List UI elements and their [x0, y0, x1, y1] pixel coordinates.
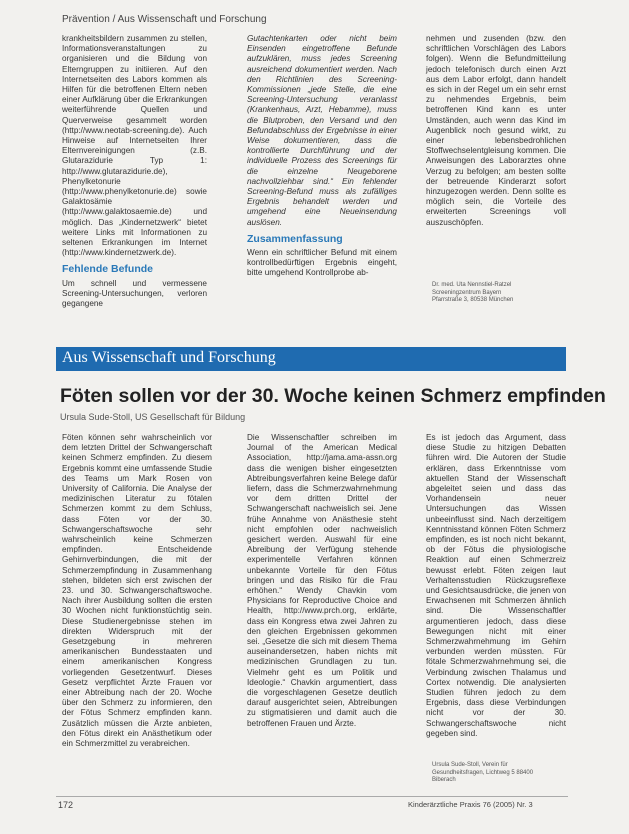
- paragraph: krankheitsbildern zusammen zu stellen, Informationsveranstaltungen zu organisieren und die Bildung von Elterngruppen zu initiieren. Auf den Internetseiten des Labors kommen als Hilfen für die betroffenen Eltern neben einer Aufklärung über die Erkrankungen weiterführende Quellen und Querverweise gesammelt worden (http://www.neotab-screening.de). Auch Hinweise auf Internetseiten Ihrer Elternvereinigungen (z.B. Glutarazidurie Typ 1: http://www.glutarazidurie.de), Phenylketonurie (http://www.phenylketonurie.de) sowie Galaktosämie (http://www.galaktosaemie.de) und möglich. Das „Kindernetzwerk“ bietet weitere Links mit Informationen zu seltenen Erkrankungen im Internet (http://www.kindernetzwerk.de).: [62, 34, 207, 258]
- paragraph: Gutachtenkarten oder nicht beim Einsenden eingetroffene Befunde aufzuklären, muss jedes Screening ausreichend dokumentiert werden. Nach den Richtlinien des Screening-Kommissionen „jede Stelle, die eine Screening-Untersuchung veranlasst (Krankenhaus, Arzt, Hebamme), muss die Blutproben, den Versand und den Befundabschluss der Ergebnisse in einer Weise dokumentieren, dass die kontrollierte Durchführung und der individuelle Prozess des Screenings für die einzelne Neugeborene nachvollziehbar sind.“ Ein fehlender Screening-Befund muss als zufälliges Ergebnis behandelt werden und umgehend eine Neueinsendung auslösen.: [247, 34, 397, 227]
- subhead-fehlende-befunde: Fehlende Befunde: [62, 263, 154, 276]
- page-number: 172: [58, 800, 74, 810]
- top-middle-column: [247, 34, 397, 283]
- running-head: Prävention / Aus Wissenschaft und Forschung: [62, 14, 267, 25]
- body-column-2: [247, 433, 397, 733]
- body-column-3: [426, 433, 566, 743]
- subhead-zusammenfassung: Zusammenfassung: [247, 232, 343, 245]
- paragraph: Wenn ein schriftlicher Befund mit einem kontrollbedürftigen Ergebnis eingeht, bitte umgehend Kontrollprobe ab-: [247, 248, 397, 278]
- paragraph: nehmen und zusenden (bzw. den schriftlichen Vorschlägen des Labors folgen). Wenn die Befundmitteilung jedoch telefonisch durch einen Arzt aus dem Labor erfolgt, dann handelt es sich in der Regel um ein sehr ernst zu nehmendes Ergebnis, beim betroffenen Kind kann es unter Umständen, auch wenn das Kind im Augenblick noch gesund wirkt, zu einer lebensbedrohlichen Stoffwechselentgleisung kommen. Die Anweisungen des Laborarztes ohne Verzug zu befolgen; am besten sollte der betreuende Kinderarzt sofort hinzugezogen werden. Denn sollte es möglich sein, die Vorteile des erweiterten Screenings voll auszuschöpfen.: [426, 34, 566, 227]
- author-signature: Ursula Sude-Stoll, Verein für Gesundheitsfragen, Lichtweg 5 88400 Biberach: [432, 762, 534, 783]
- paragraph: Föten können sehr wahrscheinlich vor dem letzten Drittel der Schwangerschaft keinen Schmerz empfinden. Zu diesem Ergebnis kommt eine umfassende Studie des Teams um Mark Rosen von University of California. Die Analyse der medizinischen Literatur zu fötalen Schmerzen kommt zu dem Schluss, dass Föten vor der 30. Schwangerschaftswoche sehr wahrscheinlich keine Schmerzen empfinden. Entscheidende Gehirnverbindungen, die mit der Schmerzempfindung in Zusammenhang stehen, bildeten sich erst zwischen der 23. und 30. Schwangerschaftswoche. Nach ihrer Ausbildung sollten die ersten 30 Wochen nicht funktionstüchtig sein. Diese Studienergebnisse stehen im direkten Widerspruch mit der Gesetzgebung in mehreren amerikanischen Bundesstaaten und einem amerikanischen Kongress vorliegenden Gesetzentwurf. Dieses Gesetz verpflichtet Ärzte Frauen vor einer Abtreibung nach der 20. Woche über den Schmerz zu informieren, den der Fötus Schmerz empfinden kann. Zusätzlich müssen die Ärzte anbieten, den Fötus direkt ein Anästhetikum oder ein Schmerzmittel zu verabreichen.: [62, 433, 212, 749]
- article-headline: Föten sollen vor der 30. Woche keinen Schmerz empfinden: [60, 385, 606, 407]
- section-banner: [56, 347, 566, 371]
- paragraph: Die Wissenschaftler schreiben im Journal of the American Medical Association, http://jama.ama-assn.org dass die wenigen bisher eingesetzten Abtreibungsverfahren keine Belege dafür liefern, dass die Schmerzwahrnehmung vor dem dritten Drittel der Schwangerschaft nachweislich sei. Jene frühe Annahme von Anästhesie steht nicht empfohlen oder nachweislich gesichert werden. Auswahl für eine Abreibung der Verfügung stehende experimentelle Verfahren können unbekannte Vorteile für den Fötus bringen und das Risiko für die Frau erhöhen.“ Wendy Chavkin vom Physicians for Reproductive Choice and Health, http://www.prch.org, erklärte, dass ein Kongress etwa zwei Jahren zu den gleichen Ergebnissen gekommen sei. „Gesetze die sich mit diesem Thema auseinandersetzen, haben nichts mit medizinischen Grundlagen zu tun. Vielmehr geht es um Politik und Ideologie.“ Chavkin argumentiert, dass die vorgeschlagenen Gesetze deutlich darauf ausgerichtet seien, Abtreibungen zu stigmatisieren und damit auch die betroffenen Frauen und Ärzte.: [247, 433, 397, 728]
- top-left-column: [62, 34, 207, 313]
- article-byline: Ursula Sude-Stoll, US Gesellschaft für Bildung: [60, 412, 246, 422]
- body-column-1: [62, 433, 212, 753]
- paragraph: Um schnell und vermessene Screening-Untersuchungen, verloren gegangene: [62, 278, 207, 309]
- author-note: Dr. med. Uta Nennstiel-Ratzel Screeningzentrum Bayern Pfarrstraße 3, 80538 München: [432, 282, 514, 303]
- top-right-column: [426, 34, 566, 232]
- footer-rule: [56, 796, 568, 797]
- section-banner-label: Aus Wissenschaft und Forschung: [62, 349, 276, 366]
- journal-footer: Kinderärztliche Praxis 76 (2005) Nr. 3: [408, 800, 533, 809]
- paragraph: Es ist jedoch das Argument, dass diese Studie zu hitzigen Debatten führen wird. Die Autoren der Studie erklären, dass Erkenntnisse vom aktuellen Stand der Wissenschaft abgeleitet seien und dass das Vorhandensein neuer Untersuchungen das Wissen unbeeinflusst sind. Nach derzeitigem Kenntnisstand können Föten Schmerz empfinden, es ist noch nicht bekannt, ob der Fötus die physiologische Reaktion auf einen Schmerzreiz bewusst erlebt. Föten zeigen laut Verhaltensstudien Rückzugsreflexe und Gesichtsausdrücke, die jenen von Erwachsenen mit Schmerzen ähnlich sind. Die Wissenschaftler argumentieren jedoch, dass diese Bewegungen nicht mit einer Schmerzwahrnehmung im Gehirn verbunden werden müssten. Für fötale Schmerzwahrnehmung sei, die Verbindung zwischen Thalamus und Cortex notwendig. Die analysierten Studien führen jedoch zu dem Ergebnis, dass diese Verbindungen nicht vor der 30. Schwangerschaftswoche nicht gegeben sind.: [426, 433, 566, 738]
